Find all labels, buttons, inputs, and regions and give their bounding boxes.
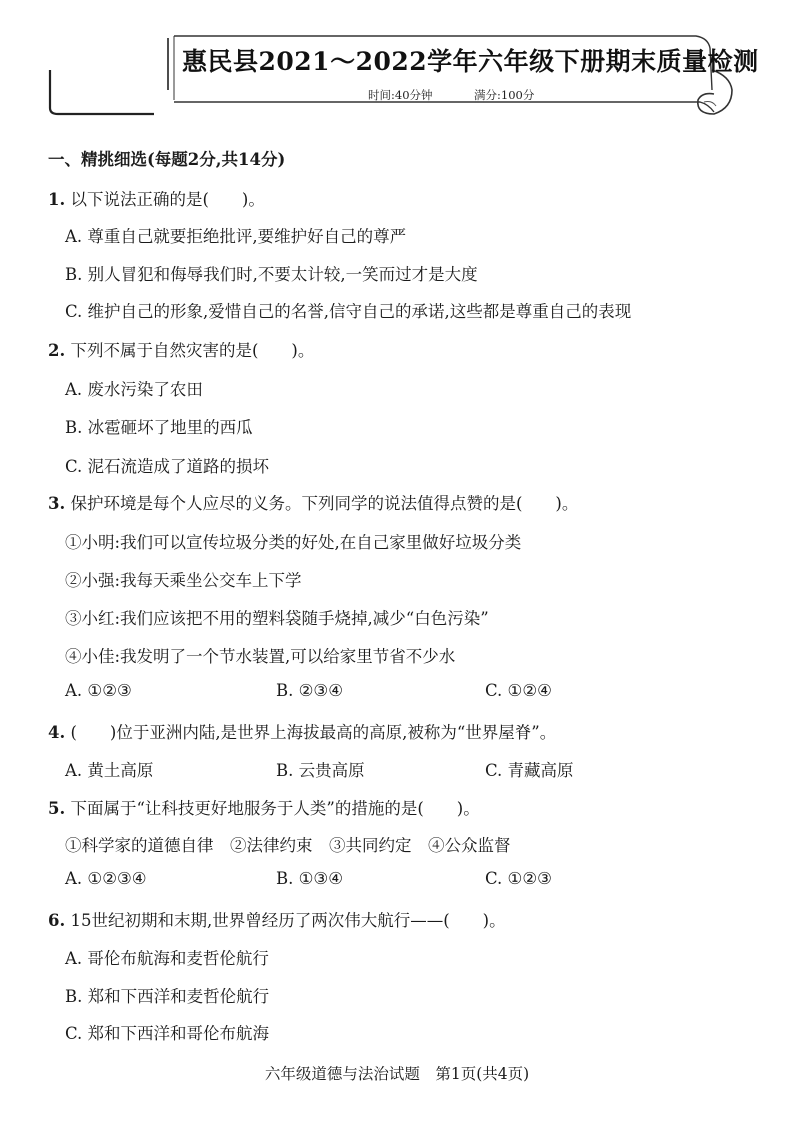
question-6-option-c: C. 郑和下西洋和哥伦布航海: [65, 1024, 270, 1043]
question-1-option-a: A. 尊重自己就要拒绝批评,要维护好自己的尊严: [65, 227, 407, 246]
question-6-option-a: A. 哥伦布航海和麦哲伦航行: [65, 949, 269, 968]
question-number: 6.: [48, 911, 66, 930]
question-number: 4.: [48, 723, 66, 742]
question-4-option-c: C. 青藏高原: [485, 761, 574, 780]
question-3-statement-3: ③小红:我们应该把不用的塑料袋随手烧掉,减少“白色污染”: [65, 609, 489, 628]
question-2: [48, 337, 314, 361]
question-3-option-b: B. ②③④: [276, 681, 343, 700]
question-stem: 下面属于“让科技更好地服务于人类”的措施的是( )。: [70, 799, 480, 818]
question-3-option-c: C. ①②④: [485, 681, 552, 700]
exam-title: 惠民县2021～2022学年六年级下册期末质量检测: [182, 47, 759, 76]
question-3-options: [65, 681, 765, 705]
question-6-option-b: B. 郑和下西洋和麦哲伦航行: [65, 987, 270, 1006]
question-2-option-c: C. 泥石流造成了道路的损坏: [65, 457, 270, 476]
question-5: [48, 795, 480, 819]
question-5-options: [65, 869, 765, 893]
page-footer: 六年级道德与法治试题 第1页(共4页): [264, 1065, 530, 1083]
section-title: 一、精挑细选(每题2分,共14分): [48, 150, 286, 169]
question-stem: ( )位于亚洲内陆,是世界上海拔最高的高原,被称为“世界屋脊”。: [70, 723, 557, 742]
question-5-option-c: C. ①②③: [485, 869, 552, 888]
question-number: 3.: [48, 494, 66, 513]
question-5-option-a: A. ①②③④: [65, 869, 147, 888]
question-stem: 保护环境是每个人应尽的义务。下列同学的说法值得点赞的是( )。: [70, 494, 579, 513]
question-5-option-b: B. ①③④: [276, 869, 343, 888]
question-4-option-b: B. 云贵高原: [276, 761, 365, 780]
question-3-statement-2: ②小强:我每天乘坐公交车上下学: [65, 571, 302, 590]
question-1-option-b: B. 别人冒犯和侮辱我们时,不要太计较,一笑而过才是大度: [65, 265, 478, 284]
exam-time: 时间:40分钟: [368, 88, 433, 102]
question-2-option-b: B. 冰雹砸坏了地里的西瓜: [65, 418, 253, 437]
question-4-options: [65, 757, 765, 781]
question-1: [48, 186, 265, 210]
question-3-option-a: A. ①②③: [65, 681, 132, 700]
question-number: 2.: [48, 341, 66, 360]
question-number: 5.: [48, 799, 66, 818]
question-3: [48, 490, 578, 514]
question-1-option-c: C. 维护自己的形象,爱惜自己的名誉,信守自己的承诺,这些都是尊重自己的表现: [65, 302, 632, 321]
question-2-option-a: A. 废水污染了农田: [65, 380, 203, 399]
question-5-statements: ①科学家的道德自律 ②法律约束 ③共同约定 ④公众监督: [65, 836, 511, 855]
question-3-statement-4: ④小佳:我发明了一个节水装置,可以给家里节省不少水: [65, 647, 456, 666]
question-stem: 下列不属于自然灾害的是( )。: [70, 341, 315, 360]
question-stem: 15世纪初期和末期,世界曾经历了两次伟大航行——( )。: [70, 911, 506, 930]
question-4-option-a: A. 黄土高原: [65, 761, 154, 780]
question-4: [48, 719, 556, 743]
question-3-statement-1: ①小明:我们可以宣传垃圾分类的好处,在自己家里做好垃圾分类: [65, 533, 522, 552]
exam-total-score: 满分:100分: [474, 88, 535, 102]
question-stem: 以下说法正确的是( )。: [70, 190, 265, 209]
question-number: 1.: [48, 190, 66, 209]
question-6: [48, 907, 506, 931]
